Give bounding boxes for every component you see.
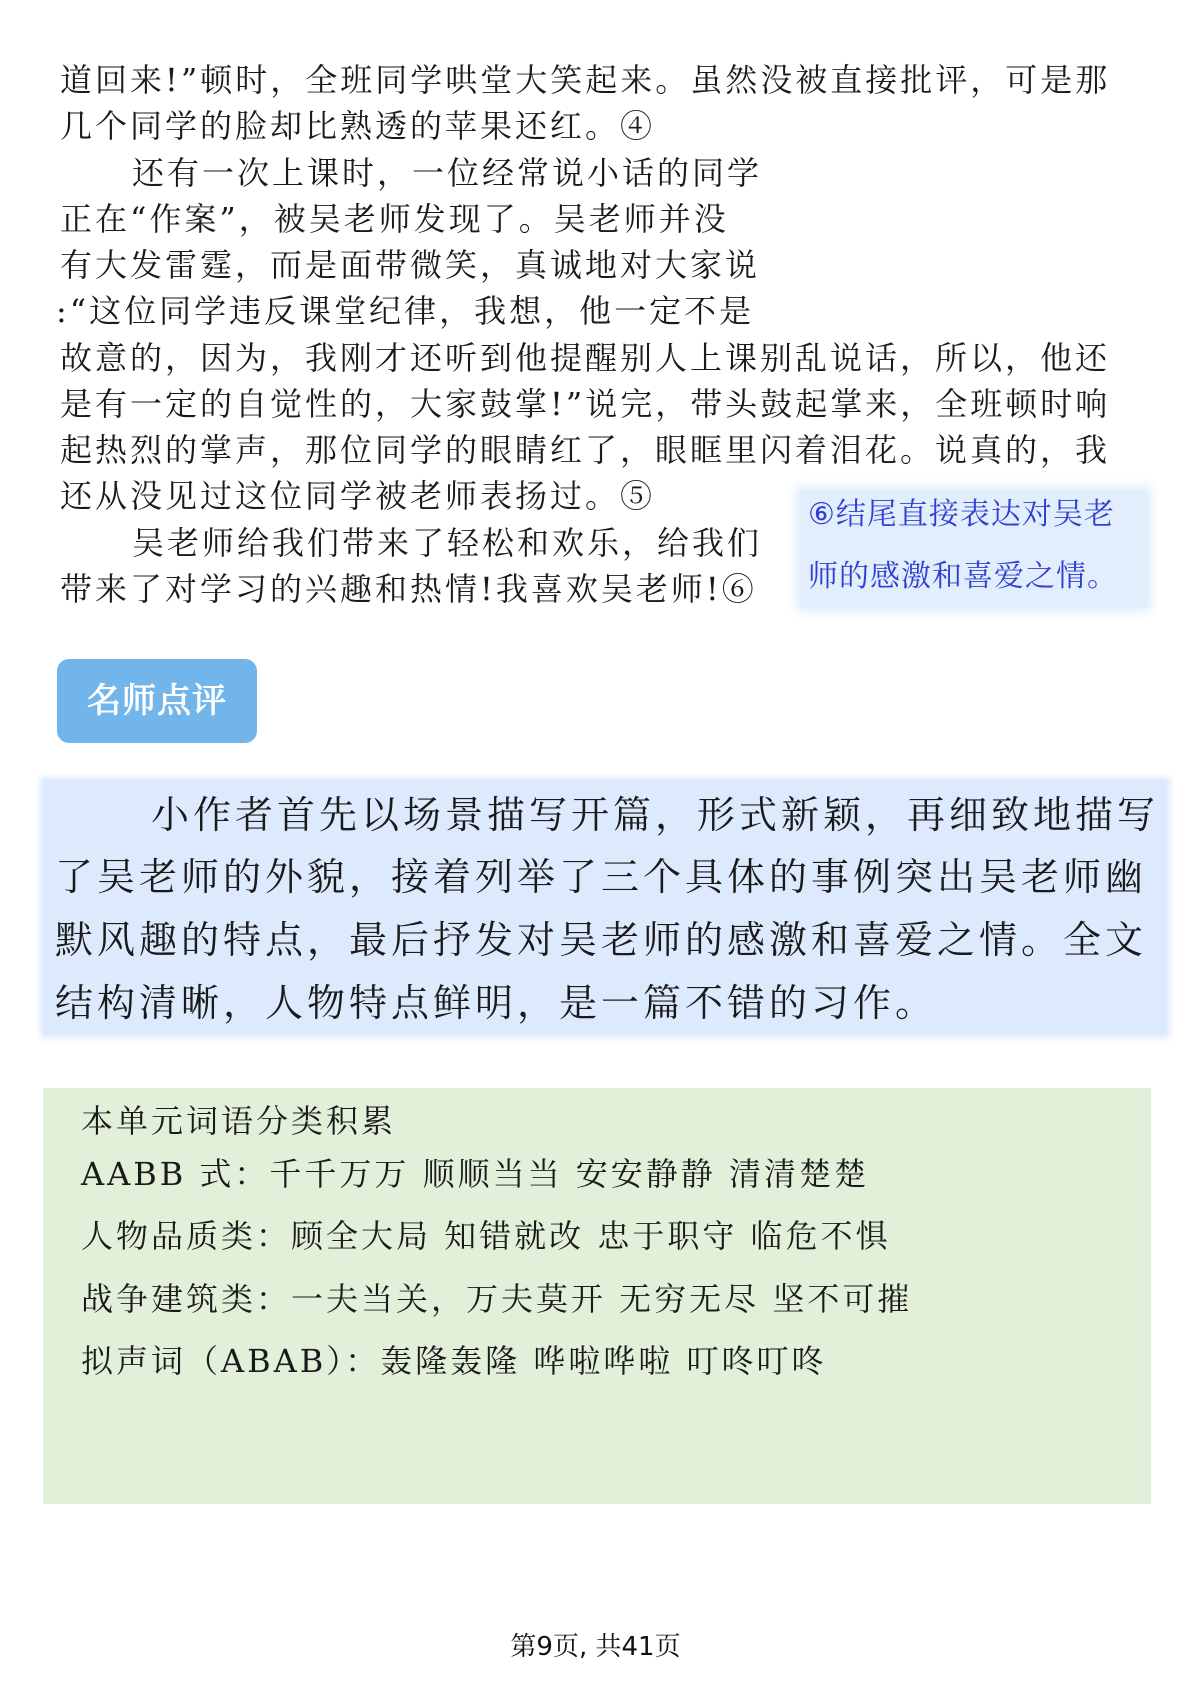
side-note <box>800 490 1148 608</box>
essay-line: 有大发雷霆，而是面带微笑，真诚地对大家说 <box>60 246 761 284</box>
vocab-row: 战争建筑类：一夫当关，万夫莫开 无穷无尽 坚不可摧 <box>81 1280 913 1318</box>
review-line: 小作者首先以场景描写开篇，形式新颖，再细致地描写 <box>151 793 1160 837</box>
essay-line: 起热烈的掌声，那位同学的眼睛红了，眼眶里闪着泪花。说真的，我 <box>60 431 1111 469</box>
essay-line: 正在“作案”，被吴老师发现了。吴老师并没 <box>60 200 729 238</box>
vocab-row: 拟声词（ABAB）：轰隆轰隆 哗啦哗啦 叮咚叮咚 <box>81 1342 827 1380</box>
essay-line: :“这位同学违反课堂纪律，我想，他一定不是 <box>56 292 755 330</box>
vocab-box <box>43 1088 1151 1504</box>
side-note-line: ⑥结尾直接表达对吴老 <box>808 497 1115 532</box>
essay-line: 几个同学的脸却比熟透的苹果还红。④ <box>60 107 656 145</box>
review-line: 默风趣的特点，最后抒发对吴老师的感激和喜爱之情。全文 <box>55 918 1148 962</box>
essay-line: 吴老师给我们带来了轻松和欢乐，给我们 <box>132 524 763 562</box>
side-note-line: 师的感激和喜爱之情。 <box>808 559 1118 594</box>
essay-line: 还从没见过这位同学被老师表扬过。⑤ <box>60 477 656 515</box>
vocab-title: 本单元词语分类积累 <box>81 1102 397 1140</box>
page-number: 第9页, 共41页 <box>510 1632 681 1662</box>
essay-line: 是有一定的自觉性的，大家鼓掌!”说完，带头鼓起掌来，全班顿时响 <box>60 385 1111 423</box>
essay-line: 道回来!”顿时，全班同学哄堂大笑起来。虽然没被直接批评，可是那 <box>60 61 1111 99</box>
review-line: 结构清晰，人物特点鲜明，是一篇不错的习作。 <box>55 981 938 1025</box>
vocab-row: 人物品质类：顾全大局 知错就改 忠于职守 临危不惧 <box>81 1217 891 1255</box>
essay-line: 故意的，因为，我刚才还听到他提醒别人上课别乱说话，所以，他还 <box>60 339 1111 377</box>
essay-line: 还有一次上课时，一位经常说小话的同学 <box>132 154 763 192</box>
review-badge: 名师点评 <box>57 659 257 743</box>
review-line: 了吴老师的外貌，接着列举了三个具体的事例突出吴老师幽 <box>55 855 1148 899</box>
vocab-row: AABB 式：千千万万 顺顺当当 安安静静 清清楚楚 <box>81 1155 869 1193</box>
essay-line: 带来了对学习的兴趣和热情!我喜欢吴老师!⑥ <box>60 570 757 608</box>
review-box <box>43 780 1167 1035</box>
